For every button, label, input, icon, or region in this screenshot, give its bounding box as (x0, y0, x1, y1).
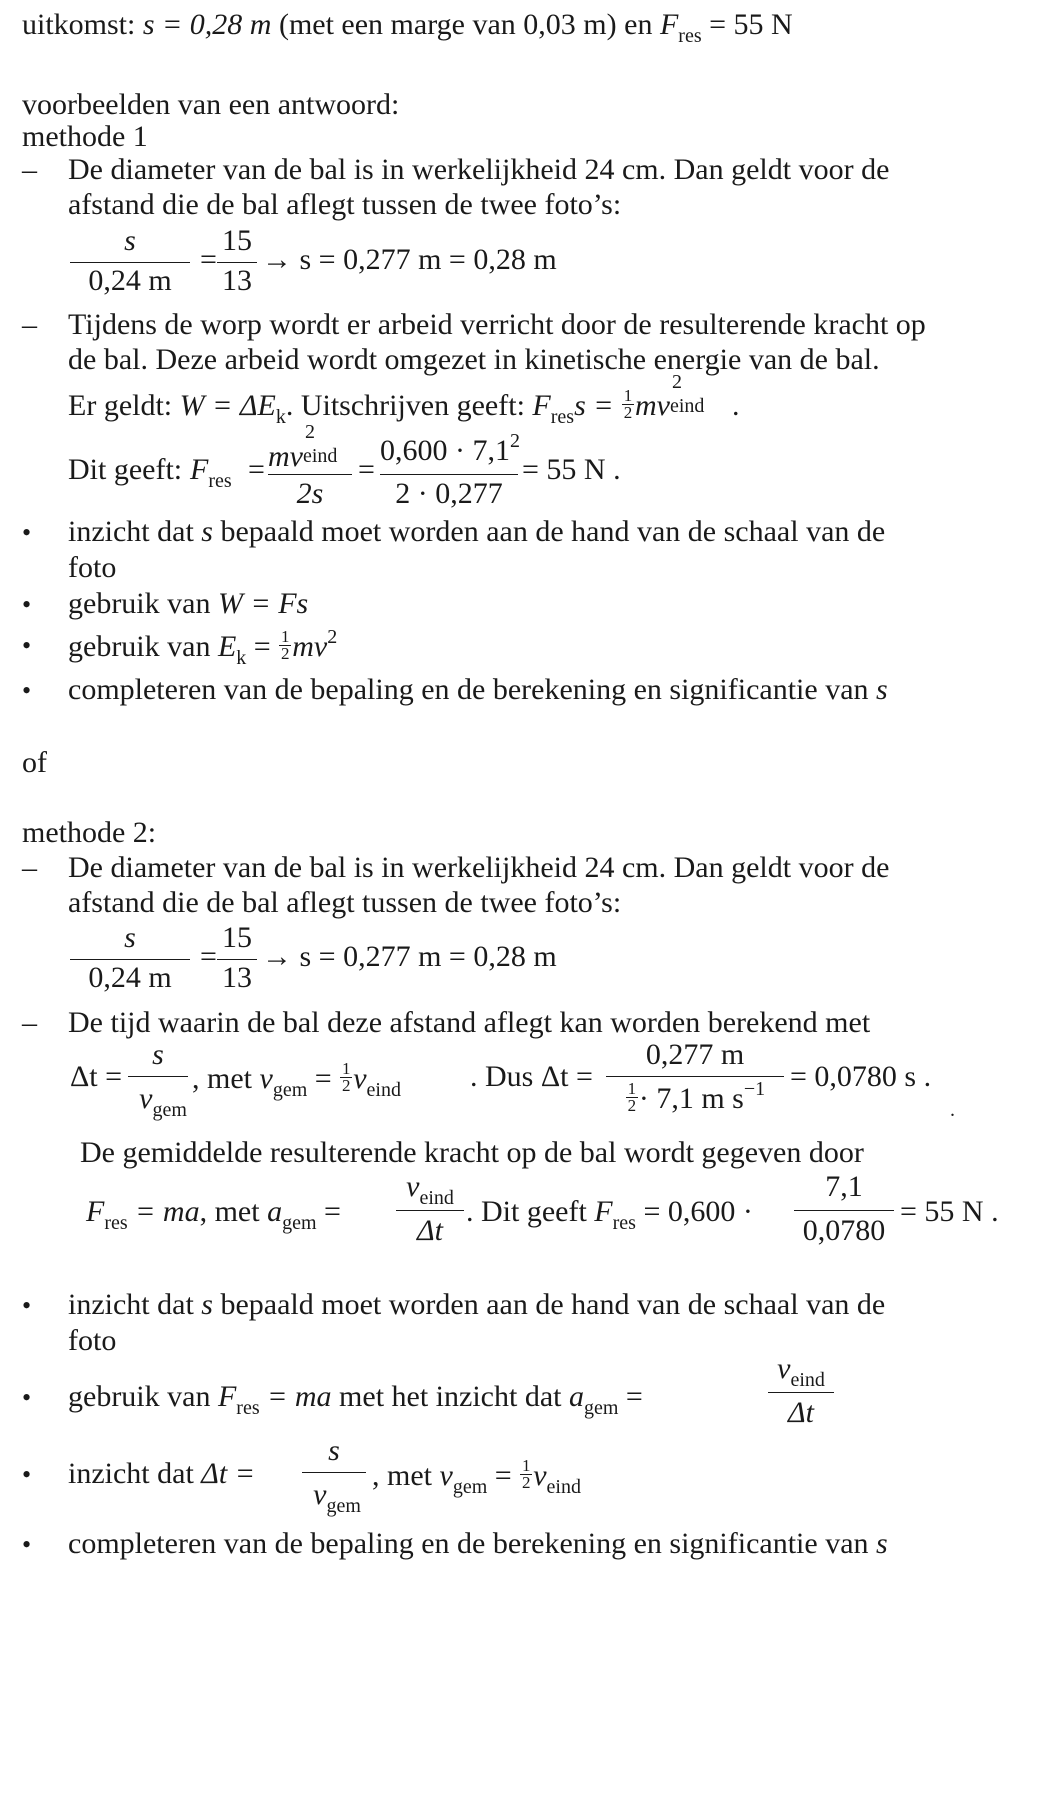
bullet-marker: • (22, 631, 32, 660)
uitkomst-F: F (659, 8, 679, 41)
m1-ratio-den: 0,24 m (88, 264, 172, 297)
m1-F: F (532, 389, 551, 422)
m2-step2-line1: De tijd waarin de bal deze afstand aflegt kan worden berekend met (68, 1006, 871, 1039)
m1-step2-line1: Tijdens de worp wordt er arbeid verricht door de resulterende kracht op (68, 308, 926, 341)
m1-s-eq: s = (574, 389, 614, 422)
m2-f-dit: . Dit geeft $F_{res} = 0,600$ · (466, 1195, 753, 1234)
m2-f-a-frac: $v_{eind}$ Δt (396, 1170, 464, 1250)
m2-c4: completeren van de bepaling en de berekening en significantie van s (68, 1527, 888, 1560)
m2-f-lhs: $F_{res}$ = ma, met $a_{gem}$ = (86, 1195, 341, 1234)
method1-title: methode 1 (22, 120, 148, 153)
half-fraction: $\frac{1}{2}$ (521, 1456, 531, 1492)
m1-frac15-num: 15 (222, 224, 252, 257)
fraction-bar (768, 1392, 834, 1393)
m1-dit-F: $F_{res}$ (190, 453, 232, 492)
bullet-marker: • (22, 1291, 32, 1320)
fraction-bar (268, 474, 352, 475)
m2-dt-lhs: Δt = (70, 1060, 123, 1093)
half-fraction: $\frac{1}{2}$ (280, 627, 290, 663)
m2-c3-a: inzicht dat Δt = (68, 1457, 255, 1490)
fraction-bar (380, 474, 518, 475)
uitkomst-s: s = 0,28 m (142, 8, 272, 41)
m1-dit-frac1: mv 2 eind 2s (268, 428, 352, 508)
m2-step3-line1: De gemiddelde resulterende kracht op de bal wordt gegeven door (80, 1136, 864, 1169)
half-fraction: $\frac{1}{2}$ (341, 1059, 351, 1095)
dash-marker: – (22, 1006, 37, 1039)
fraction-bar (217, 959, 257, 960)
bullet-marker: • (22, 676, 32, 705)
m2-step1-line1: De diameter van de bal is in werkelijkheid 24 cm. Dan geldt voor de (68, 851, 890, 884)
m2-c3-met: , met $v_{gem}$ = $\frac{1}{2}$ $v_{eind}$ (372, 1456, 581, 1498)
m1-mv: mv (634, 389, 670, 422)
m1-step2-line3: Er geldt: $W = \Delta E_k$. Uitschrijven geeft: $F_{res}s$ = $\frac{1}{2}$ mv 2 eind . (68, 371, 740, 428)
uitkomst-F-sub: res (678, 25, 702, 47)
m1-c1-line1: inzicht dat s bepaald moet worden aan de hand van de schaal van de (68, 515, 886, 548)
m2-ratio-fraction: s 0,24 m (70, 923, 190, 993)
m2-c3-frac: s $v_{gem}$ (302, 1436, 366, 1516)
bullet-marker: • (22, 1460, 32, 1489)
fraction-bar (794, 1210, 894, 1211)
m1-step2-line3-c: . Uitschrijven geeft: (285, 389, 525, 422)
m1-frac15 (217, 226, 257, 296)
m2-dt-frac: s $v_{gem}$ (128, 1040, 188, 1120)
m1-ek-sub: k (275, 406, 286, 428)
bullet-marker: • (22, 518, 32, 547)
m2-frac15: 15 13 (217, 923, 257, 993)
fraction-bar (70, 262, 190, 263)
bullet-marker: • (22, 1530, 32, 1559)
m1-dit-frac2: $0,600 \cdot 7,1^2$ 2 · 0,277 (380, 430, 520, 510)
m2-met: , met $v_{gem}$ = $\frac{1}{2}$ $v_{eind}$ (192, 1059, 401, 1101)
m1-ratio-num: s (124, 224, 136, 257)
half-fraction: $\frac{1}{2}$ (627, 1079, 637, 1115)
fraction-bar (128, 1076, 188, 1077)
m2-dus-result: = 0,0780 s . (790, 1060, 932, 1093)
fraction-bar (70, 959, 190, 960)
m1-frac15-den: 13 (222, 264, 252, 297)
bullet-marker: • (22, 1383, 32, 1412)
m2-ratio-result: → s = 0,277 m = 0,28 m (262, 940, 557, 973)
uitkomst-label: uitkomst: (22, 8, 136, 41)
m1-F-sub: res (550, 406, 575, 428)
or-text: of (22, 746, 47, 779)
m1-dit-den2: 2 · 0,277 (395, 477, 503, 510)
m2-stray-dot: . (950, 1099, 955, 1121)
uitkomst-marge: (met een marge van 0,03 m) (278, 8, 617, 41)
uitkomst-F-val: = 55 N (709, 8, 793, 41)
dash-marker: – (22, 308, 37, 341)
method2-title: methode 2: (22, 816, 157, 849)
m1-dit-eq: = (248, 453, 265, 486)
m1-ratio-fraction (70, 226, 190, 296)
m1-c4: completeren van de bepaling en de berekening en significantie van s (68, 673, 888, 706)
m1-c3: gebruik van $E_k$ = $\frac{1}{2}$ $mv^2$ (68, 626, 338, 669)
m1-c2: gebruik van W = Fs (68, 587, 309, 620)
m1-work-energy: W = ΔE (179, 389, 276, 422)
m1-dit-eq2: = (358, 453, 375, 486)
m2-c1-line2: foto (68, 1324, 117, 1357)
m1-dit-result: = 55 N . (522, 453, 621, 486)
m2-f-frac: 7,1 0,0780 (794, 1170, 894, 1250)
m1-dit-den1: 2s (296, 477, 324, 510)
m1-step2-line3-a: Er geldt: (68, 389, 173, 422)
m1-c1-line2: foto (68, 551, 117, 584)
uitkomst-line (22, 8, 793, 47)
m2-step1-line2: afstand die de bal aflegt tussen de twee foto’s: (68, 886, 622, 919)
m2-dus: . Dus Δt = (470, 1060, 593, 1093)
m2-dus-frac: 0,277 m $\frac{1}{2}$ · 7,1 m $s^{-1}$ (606, 1040, 784, 1120)
m2-f-result: = 55 N . (900, 1195, 999, 1228)
m2-c1-line1: inzicht dat s bepaald moet worden aan de hand van de schaal van de (68, 1288, 886, 1321)
examples-title: voorbeelden van een antwoord: (22, 88, 400, 121)
dash-marker: – (22, 153, 37, 186)
fraction-bar (302, 1472, 366, 1473)
fraction-bar (606, 1076, 784, 1077)
m2-c2-frac: $v_{eind}$ Δt (768, 1352, 834, 1432)
dash-marker: – (22, 851, 37, 884)
m1-step2-line2: de bal. Deze arbeid wordt omgezet in kinetische energie van de bal. (68, 343, 880, 376)
m1-step1-line1: De diameter van de bal is in werkelijkheid 24 cm. Dan geldt voor de (68, 153, 890, 186)
uitkomst-en: en (624, 8, 653, 41)
m2-ratio-eq: = (200, 940, 217, 973)
m1-ratio-eq: = (200, 243, 217, 276)
half-fraction: $\frac{1}{2}$ (623, 386, 633, 422)
fraction-bar (396, 1210, 464, 1211)
m1-dit-geeft: Dit geeft: (68, 453, 183, 486)
m2-c2: gebruik van $F_{res}$ = ma met het inzicht dat $a_{gem}$ = (68, 1380, 643, 1419)
m1-ratio-result: → s = 0,277 m = 0,28 m (262, 243, 557, 276)
m1-step1-line2: afstand die de bal aflegt tussen de twee foto’s: (68, 188, 622, 221)
m1-mv-supsub: 2 eind (669, 371, 705, 417)
bullet-marker: • (22, 590, 32, 619)
fraction-bar (217, 262, 257, 263)
